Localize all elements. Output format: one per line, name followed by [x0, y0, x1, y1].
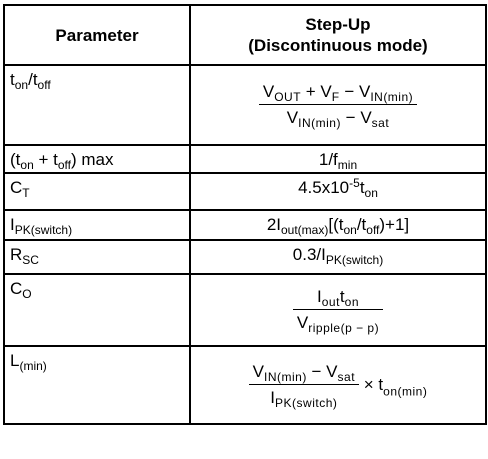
value-text: [(t [328, 215, 344, 234]
param-sub: SC [22, 253, 39, 267]
header-stepup [190, 5, 486, 65]
table-row [4, 173, 486, 210]
param-co [4, 274, 190, 346]
param-sub: on [20, 158, 34, 172]
param-text: /t [28, 70, 38, 89]
param-sub: PK(switch) [14, 223, 73, 237]
fraction [293, 287, 383, 333]
fraction-denominator [293, 309, 383, 333]
value-text: )+1] [379, 215, 410, 234]
fraction-numerator [293, 287, 383, 309]
value-ton-toff-formula [190, 65, 486, 145]
param-text: I [10, 215, 15, 234]
parameter-table [3, 4, 487, 425]
header-stepup-line1: Step-Up [305, 15, 371, 34]
formula-sub: IN(min) [370, 90, 414, 104]
formula-sub: on(min) [383, 384, 428, 399]
value-sub: off [366, 223, 380, 237]
value-ipk-switch [190, 210, 486, 240]
formula-text: + V [301, 82, 332, 101]
param-text: ) max [70, 150, 114, 169]
param-text: t [10, 70, 15, 89]
fraction-denominator [259, 104, 417, 128]
table-row [4, 145, 486, 173]
formula-sub: PK(switch) [275, 396, 338, 410]
formula-text: − V [340, 108, 372, 127]
formula-sub: F [331, 90, 340, 104]
value-sub: PK(switch) [325, 253, 384, 267]
param-period-max [4, 145, 190, 173]
value-sup: -5 [349, 176, 360, 190]
formula-sub: ripple(p − p) [308, 321, 380, 335]
table-row [4, 274, 486, 346]
param-sub: (min) [19, 359, 47, 373]
param-text: C [10, 279, 23, 298]
formula-text: I [316, 287, 322, 306]
param-text: + t [33, 150, 58, 169]
param-ipk-switch [4, 210, 190, 240]
formula-sub: out [321, 295, 340, 309]
param-sub: on [14, 78, 29, 92]
value-co-formula [190, 274, 486, 346]
param-text: C [10, 178, 23, 197]
value-period-max [190, 145, 486, 173]
formula-sub: IN(min) [263, 370, 307, 384]
value-text: t [359, 178, 365, 197]
fraction [259, 82, 417, 128]
value-text: 4.5x10 [298, 178, 350, 197]
formula-text: − V [306, 362, 338, 381]
formula-text: t [339, 287, 345, 306]
formula-text: V [262, 82, 275, 101]
fraction [249, 362, 359, 408]
table-row [4, 65, 486, 145]
formula-text: × t [359, 375, 384, 394]
value-rsc [190, 240, 486, 274]
fraction-numerator [259, 82, 417, 104]
value-sub: min [337, 158, 358, 172]
param-sub: O [22, 287, 32, 301]
param-text: R [10, 245, 23, 264]
table-row [4, 240, 486, 274]
value-text: 0.3/I [292, 245, 326, 264]
table-row [4, 346, 486, 424]
table-row [4, 210, 486, 240]
param-sub: T [22, 186, 30, 200]
value-ct [190, 173, 486, 210]
value-lmin-formula [190, 346, 486, 424]
fraction-denominator [249, 384, 359, 408]
fraction-numerator [249, 362, 359, 384]
formula-sub: on [344, 295, 359, 309]
param-ct [4, 173, 190, 210]
formula-sub: sat [337, 370, 356, 384]
param-ton-toff [4, 65, 190, 145]
value-sub: on [343, 223, 357, 237]
param-text: (t [10, 150, 21, 169]
formula-text: − V [339, 82, 371, 101]
formula-sub: OUT [274, 90, 302, 104]
formula-sub: IN(min) [298, 116, 341, 130]
header-stepup-line2: (Discontinuous mode) [248, 36, 428, 55]
param-sub: off [57, 158, 71, 172]
param-sub: off [37, 78, 51, 92]
header-parameter: Parameter [4, 5, 190, 65]
formula-text: V [286, 108, 299, 127]
param-rsc [4, 240, 190, 274]
formula-sub: sat [371, 116, 390, 130]
formula-text: V [252, 362, 264, 381]
value-sub: out(max) [281, 223, 329, 237]
value-text: /t [356, 215, 367, 234]
param-lmin [4, 346, 190, 424]
value-sub: on [364, 186, 378, 200]
table-header-row [4, 5, 486, 65]
value-text: 2I [266, 215, 281, 234]
formula-text: I [270, 388, 276, 407]
formula-text: V [296, 313, 309, 332]
value-text: 1/f [318, 150, 338, 169]
param-text: L [10, 351, 20, 370]
